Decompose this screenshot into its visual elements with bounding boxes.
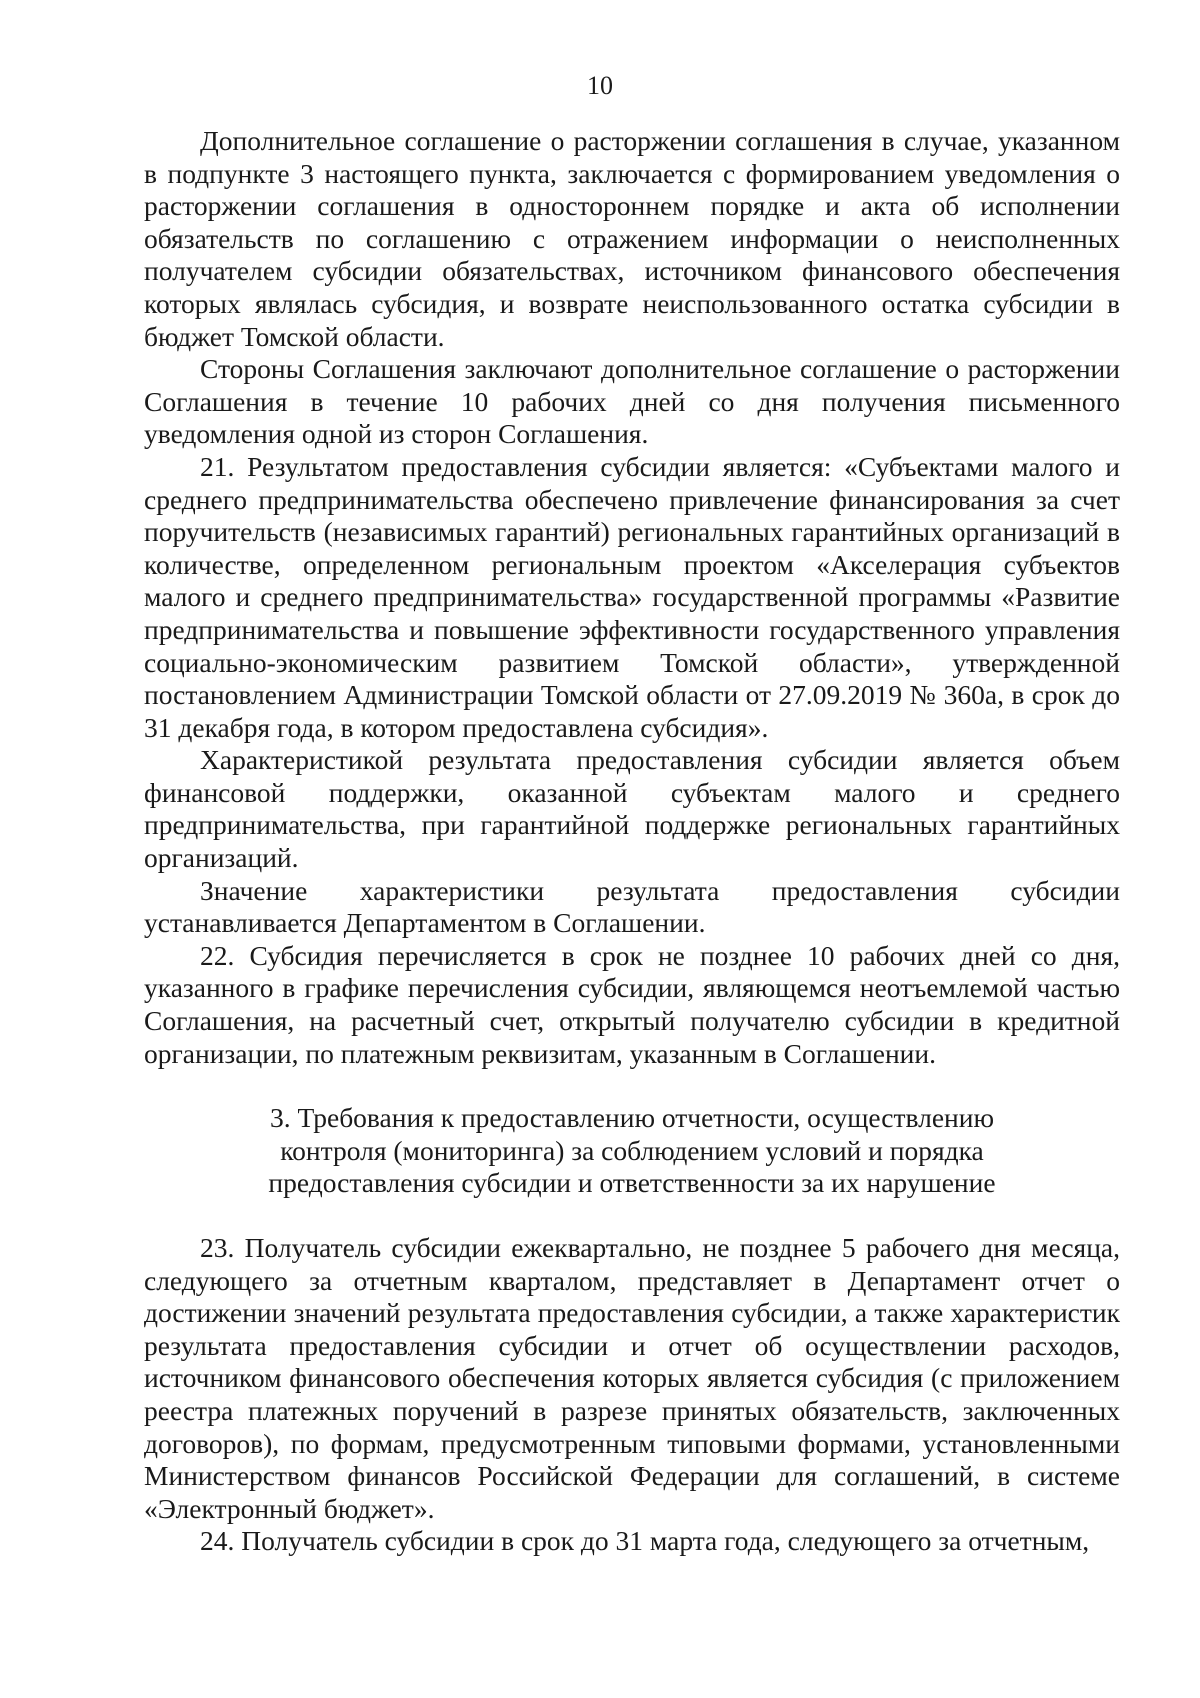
page-number: 10: [587, 71, 613, 100]
paragraph-characteristic-value: Значение характеристики результата предоставления субсидии устанавливается Департаментом в Соглашении.: [144, 874, 1120, 939]
paragraph-parties-agreement: Стороны Соглашения заключают дополнительное соглашение о расторжении Соглашения в течение 10 рабочих дней со дня получения письменного уведомления одной из сторон Соглашения.: [144, 353, 1120, 450]
paragraph-result-characteristic: Характеристикой результата предоставления субсидии является объем финансовой поддержки, оказанной субъектам малого и среднего предпринимательства, при гарантийной поддержке региональных гарантийных организаций.: [144, 744, 1120, 874]
section-heading-line: 3. Требования к предоставлению отчетности, осуществлению: [269, 1102, 995, 1134]
paragraph-item-21: 21. Результатом предоставления субсидии является: «Субъектами малого и среднего предпринимательства обеспечено привлечение финансирования за счет поручительств (независимых гарантий) региональных гарантийных организаций в количестве, определенном региональным проектом «Акселерация субъектов малого и среднего предпринимательства» государственной программы «Развитие предпринимательства и повышение эффективности государственного управления социально-экономическим развитием Томской области», утвержденной постановлением Администрации Томской области от 27.09.2019 № 360а, в срок до 31 декабря года, в котором предоставлена субсидия».: [144, 450, 1120, 743]
paragraph-item-22: 22. Субсидия перечисляется в срок не позднее 10 рабочих дней со дня, указанного в графике перечисления субсидии, являющемся неотъемлемой частью Соглашения, на расчетный счет, открытый получателю субсидии в кредитной организации, по платежным реквизитам, указанным в Соглашении.: [144, 939, 1120, 1069]
document-body: [144, 125, 1120, 1558]
paragraph-item-24: 24. Получатель субсидии в срок до 31 марта года, следующего за отчетным,: [200, 1525, 1090, 1557]
section-heading-line: предоставления субсидии и ответственности за их нарушение: [268, 1167, 996, 1199]
paragraph-item-23: 23. Получатель субсидии ежеквартально, не позднее 5 рабочего дня месяца, следующего за отчетным кварталом, представляет в Департамент отчет о достижении значений результата предоставления субсидии, а также характеристик результата предоставления субсидии и отчет об осуществлении расходов, источником финансового обеспечения которых является субсидия (с приложением реестра платежных поручений в разрезе принятых обязательств, заключенных договоров), по формам, предусмотренным типовыми формами, установленными Министерством финансов Российской Федерации для соглашений, в системе «Электронный бюджет».: [144, 1232, 1120, 1524]
paragraph-termination-agreement: Дополнительное соглашение о расторжении соглашения в случае, указанном в подпункте 3 настоящего пункта, заключается с формированием уведомления о расторжении соглашения в одностороннем порядке и акта об исполнении обязательств по соглашению с отражением информации о неисполненных получателем субсидии обязательствах, источником финансового обеспечения которых являлась субсидия, и возврате неиспользованного остатка субсидии в бюджет Томской области.: [144, 125, 1120, 352]
section-heading: [144, 1102, 1120, 1200]
section-heading-line: контроля (мониторинга) за соблюдением условий и порядка: [280, 1134, 984, 1166]
